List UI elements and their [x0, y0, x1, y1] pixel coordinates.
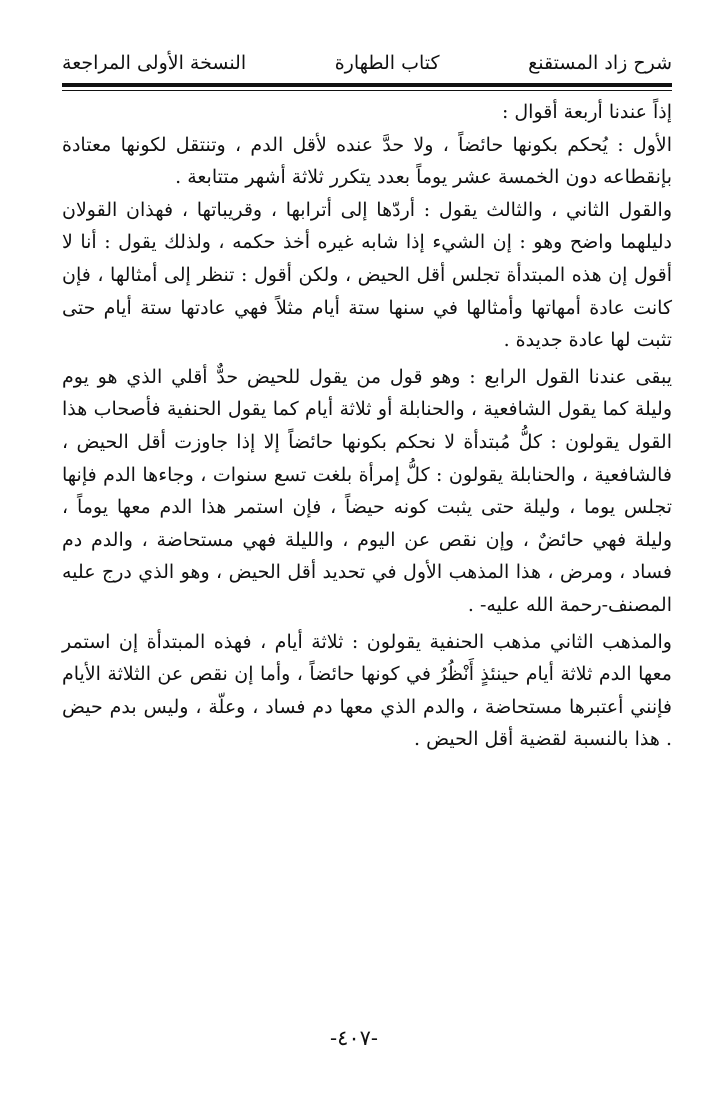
body-text: [62, 96, 672, 756]
paragraph-first-opinion: الأول : يُحكم بكونها حائضاً ، ولا حدَّ عنده لأقل الدم ، وتنتقل لكونها معتادة بإنقطاعه دون الخمسة عشر يوماً بعدد يتكرر ثلاثة أشهر متتابعة .: [62, 133, 672, 189]
paragraph-second-third-opinions: والقول الثاني ، والثالث يقول : أردّها إلى أترابها ، وقريباتها ، فهذان القولان دليلهما واضح وهو : إن الشيء إذا شابه غيره أخذ حكمه ، ولذلك يقول : أنا لا أقول إن هذه المبتدأة تجلس أقل الحيض ، ولكن أقول : تنظر إلى أمثالها ، فإن كانت عادة أمهاتها وأمثالها في سنها ستة أيام مثلاً فهي عادتها ستة أيام حتى تثبت لها عادة جديدة .: [62, 198, 672, 352]
header-rule-thick: [62, 83, 672, 87]
header-edition-note: النسخة الأولى المراجعة: [62, 52, 247, 74]
page-number: -٤٠٧-: [329, 1026, 379, 1050]
header-chapter-title: كتاب الطهارة: [334, 52, 440, 74]
paragraph-hanafi-opinion: والمذهب الثاني مذهب الحنفية يقولون : ثلاثة أيام ، فهذه المبتدأة إن استمر معها الدم ثلاثة أيام حينئذٍ أَنْظُرُ في كونها حائضاً ، وأما إن نقص عن الثلاثة الأيام فإنني أعتبرها مستحاضة ، والدم الذي معها دم فساد ، وعلّة ، وليس بدم حيض . هذا بالنسبة لقضية أقل الحيض .: [62, 630, 672, 751]
header-rule-thin: [62, 90, 672, 91]
paragraph-intro: إذاً عندنا أربعة أقوال :: [501, 101, 672, 123]
paragraph-fourth-opinion: يبقى عندنا القول الرابع : وهو قول من يقول للحيض حدٌّ أقلي الذي هو يوم وليلة كما يقول الشافعية ، والحنابلة أو ثلاثة أيام كما يقول الحنفية فأصحاب هذا القول يقولون : كلُّ مُبتدأة لا نحكم بكونها حائضاً إلا إذا جاوزت أقل الحيض ، فالشافعية ، والحنابلة يقولون : كلُّ إمرأة بلغت تسع سنوات ، وجاءها الدم فإنها تجلس يوما ، وليلة حتى يثبت كونه حيضاً ، فإن استمر هذا الدم معها يوماً ، وليلة فهي حائضٌ ، وإن نقص عن اليوم ، والليلة فهي مستحاضة ، والدم دم فساد ، ومرض ، هذا المذهب الأول في تحديد أقل الحيض ، وهو الذي درج عليه المصنف-رحمة الله عليه- .: [62, 365, 672, 616]
running-header: [62, 46, 672, 80]
header-book-title: شرح زاد المستقنع: [528, 52, 672, 74]
